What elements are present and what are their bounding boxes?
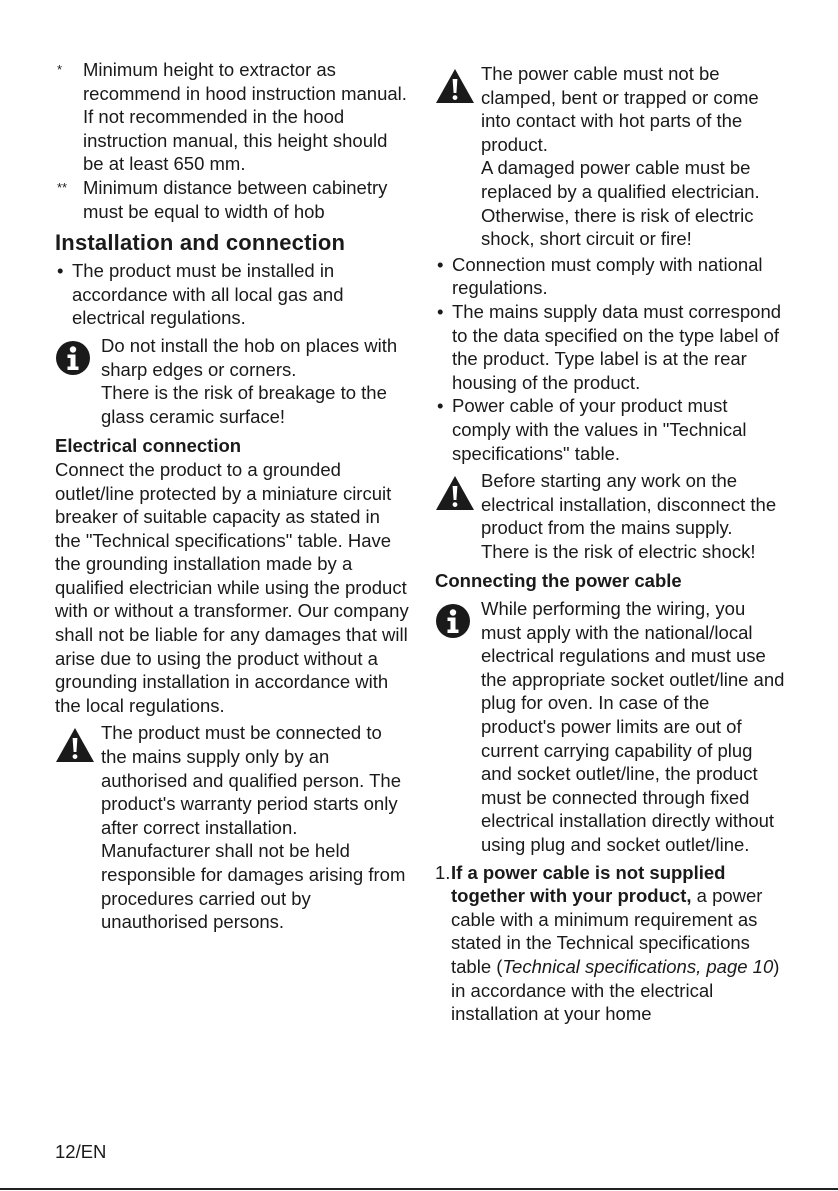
footnote-2 — [55, 176, 410, 223]
warning-text: A damaged power cable must be replaced by a qualified electrician. Otherwise, there is risk of electric shock, short circuit or fire! — [481, 157, 760, 250]
subsection-heading: Electrical connection — [55, 435, 242, 457]
warning-icon — [55, 727, 95, 763]
bullet-text: The mains supply data must correspond to the data specified on the type label of the product. Type label is at the rear housing of the product. — [452, 300, 782, 393]
info-icon — [55, 340, 91, 376]
section-heading: Installation and connection — [55, 230, 346, 256]
note-text: Do not install the hob on places with sharp edges or corners. — [101, 334, 398, 380]
bullet-marker: • — [437, 395, 444, 417]
warning-note — [55, 721, 410, 933]
warning-icon — [435, 68, 475, 104]
bullet-marker: • — [57, 260, 64, 282]
warning-text: Before starting any work on the electrical installation, disconnect the product from the mains supply. — [481, 470, 777, 539]
info-note — [435, 597, 785, 857]
bullet-marker: • — [437, 253, 444, 275]
warning-text: There is the risk of electric shock! — [481, 540, 756, 562]
step-reference: Technical specifications, page 10 — [502, 955, 774, 977]
bullet-item — [435, 394, 785, 465]
info-note — [55, 334, 410, 428]
bullet-item — [55, 259, 410, 330]
step-bold-text: If a power cable is not supplied together with your product, — [451, 861, 726, 907]
warning-note — [435, 469, 785, 563]
warning-note — [435, 62, 785, 251]
step-number: 1. — [435, 861, 451, 883]
note-text: While performing the wiring, you must apply with the national/local electrical regulations and must use the appropriate socket outlet/line and plug for oven. In case of the product's power limits are out of current carrying capability of plug and socket outlet/line, the product must be connected through fixed electrical installation directly without using plug and socket outlet/line. — [481, 598, 785, 855]
info-icon — [435, 603, 471, 639]
footnote-1 — [55, 58, 410, 176]
note-text: There is the risk of breakage to the glass ceramic surface! — [101, 382, 387, 427]
warning-text: The power cable must not be clamped, bent or trapped or come into contact with hot parts of the product. — [481, 63, 759, 155]
footnote-mark: * — [57, 62, 63, 77]
step-text: ) in accordance with the electrical installation at your home — [451, 955, 780, 1025]
numbered-step — [435, 861, 785, 1026]
page-bottom-rule — [0, 1188, 838, 1190]
footnote-mark: ** — [57, 179, 68, 195]
warning-text: Manufacturer shall not be held responsible for damages arising from procedures carried out by unauthorised persons. — [101, 840, 406, 933]
page-number: 12/EN — [55, 1141, 107, 1162]
warning-text: The product must be connected to the mains supply only by an authorised and qualified person. The product's warranty period starts only after correct installation. — [101, 722, 401, 838]
body-paragraph: Connect the product to a grounded outlet/line protected by a miniature circuit breaker of suitable capacity as stated in the "Technical specifications" table. Have the grounding installation made by a qualified electrician while using the product with or without a transformer. Our company shall not be liable for any damages that will arise due to using the product without a grounding installation in accordance with the local regulations. — [55, 458, 409, 716]
warning-icon — [435, 475, 475, 511]
bullet-text: The product must be installed in accordance with all local gas and electrical regulations. — [72, 260, 344, 329]
step-text: a power cable with a minimum requirement as stated in the Technical specifications table ( — [451, 885, 763, 977]
bullet-item — [435, 300, 785, 394]
bullet-item — [435, 253, 785, 300]
left-column — [55, 58, 410, 934]
bullet-text: Connection must comply with national regulations. — [452, 253, 763, 299]
footnote-text: Minimum height to extractor as recommend in hood instruction manual. If not recommended in the hood instruction manual, this height should be at least 650 mm. — [83, 59, 407, 175]
bullet-marker: • — [437, 300, 444, 322]
footnote-text: Minimum distance between cabinetry must be equal to width of hob — [83, 176, 388, 222]
subsection-heading: Connecting the power cable — [435, 570, 682, 592]
bullet-text: Power cable of your product must comply with the values in "Technical specifications" table. — [452, 395, 747, 464]
right-column — [435, 58, 785, 1026]
